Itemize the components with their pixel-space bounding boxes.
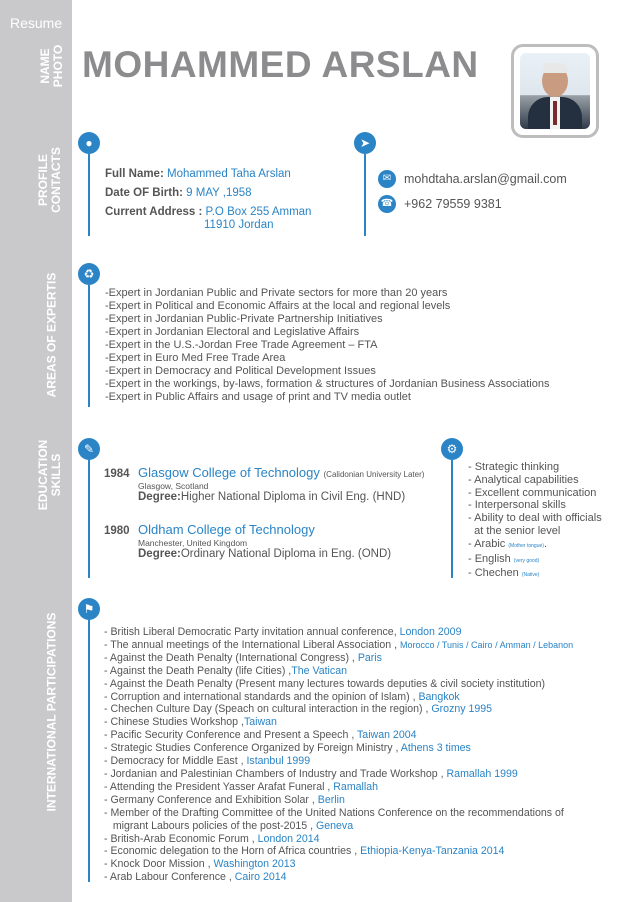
list-item: - Strategic thinking	[468, 461, 560, 473]
participation-item: - Against the Death Penalty (Present many lectures towards deputies & civil society institution)	[104, 677, 546, 690]
participation-item: - Chechen Culture Day (Speach on cultural interaction in the region) , Grozny 1995	[104, 703, 493, 716]
timeline-line	[364, 154, 366, 236]
skills-list	[468, 461, 602, 582]
phone-number[interactable]: +962 79559 9381	[404, 197, 502, 211]
address-row: Current Address : P.O Box 255 Amman	[105, 206, 312, 218]
edu-location: Glasgow, Scotland	[138, 481, 209, 491]
participation-place: Istanbul 1999	[246, 755, 311, 768]
language-item: - Chechen (Native)	[468, 567, 540, 580]
email-icon: ✉	[378, 170, 396, 188]
language-item: - English (very good)	[468, 552, 540, 565]
photo-frame	[511, 44, 599, 138]
timeline-line	[88, 620, 90, 882]
resume-tag: Resume	[10, 15, 63, 31]
list-item: -Expert in Public Affairs and usage of print and TV media outlet	[105, 391, 411, 403]
participation-item: - Strategic Studies Conference Organized by Foreign Ministry , Athens 3 times	[104, 742, 471, 755]
timeline-line	[88, 154, 90, 236]
participation-item: - British Liberal Democratic Party invitation annual conference, London 2009	[104, 626, 462, 638]
timeline-line	[88, 460, 90, 578]
list-item: - Excellent communication	[468, 486, 597, 499]
participation-item: - Knock Door Mission , Washington 2013	[104, 858, 296, 871]
full-name-value: Mohammed Taha Arslan	[167, 168, 291, 180]
participation-place: Grozny 1995	[431, 703, 493, 716]
participation-place: Morocco / Tunis / Cairo / Amman / Lebanon	[400, 639, 574, 650]
participation-place: Geneva	[316, 819, 354, 832]
participation-item: - Chinese Studies Workshop ,Taiwan	[104, 716, 277, 729]
profile-photo	[520, 53, 590, 129]
dob-value: 9 MAY ,1958	[186, 187, 252, 199]
participation-place: Ramallah 1999	[446, 767, 518, 780]
list-item: -Expert in the workings, by-laws, formation & structures of Jordanian Business Associations	[105, 378, 550, 390]
edu-degree: Degree:Ordinary National Diploma in Eng. (OND)	[138, 548, 392, 560]
participation-item: - Economic delegation to the Horn of Africa countries , Ethiopia-Kenya-Tanzania 2014	[104, 845, 505, 858]
pin-icon: ➤	[354, 132, 376, 154]
section-label-international: INTERNATIONAL PARTICIPATIONS	[44, 612, 59, 812]
participation-place: The Vatican	[291, 664, 347, 677]
participation-item: - Against the Death Penalty (International Congress) , Paris	[104, 651, 382, 664]
edu-school: Glasgow College of Technology (Calidonian University Later)	[138, 465, 425, 480]
participations-list	[104, 626, 573, 884]
section-label-areas: AREAS OF EXPERTIS	[44, 272, 59, 398]
edu-school: Oldham College of Technology	[138, 522, 315, 537]
flag-icon: ⚑	[78, 598, 100, 620]
participation-item: migrant Labours policies of the post-2015 , Geneva	[104, 819, 354, 832]
address-line2: 11910 Jordan	[204, 219, 274, 231]
list-item: -Expert in Democracy and Political Development Issues	[105, 365, 376, 377]
participation-place: Athens 3 times	[400, 742, 471, 755]
participation-place: Bangkok	[418, 690, 460, 703]
list-item: -Expert in Euro Med Free Trade Area	[105, 352, 286, 364]
sidebar	[0, 0, 72, 902]
participation-item: - Jordanian and Palestinian Chambers of Industry and Trade Workshop , Ramallah 1999	[104, 767, 518, 780]
participation-place: Taiwan 2004	[357, 729, 417, 742]
participation-place: London 2009	[399, 626, 462, 638]
participation-item: - Arab Labour Conference , Cairo 2014	[104, 871, 287, 884]
full-name-row: Full Name: Mohammed Taha Arslan	[105, 168, 291, 180]
participation-item: - British-Arab Economic Forum , London 2014	[104, 832, 320, 845]
section-label-profile-contacts: PROFILE CONTACTS	[36, 147, 63, 213]
participation-place: Ramallah	[333, 780, 379, 793]
phone-icon: ☎	[378, 195, 396, 213]
participation-place: Paris	[357, 651, 382, 664]
list-item: -Expert in the U.S.-Jordan Free Trade Agreement – FTA	[105, 339, 378, 351]
list-item: - Interpersonal skills	[468, 499, 566, 512]
section-label-education-skills: EDUCATION SKILLS	[36, 439, 63, 511]
list-item: -Expert in Jordanian Public-Private Partnership Initiatives	[105, 313, 383, 325]
list-item: - Analytical capabilities	[468, 473, 579, 486]
list-item: -Expert in Jordanian Electoral and Legislative Affairs	[105, 326, 360, 338]
timeline-line	[451, 460, 453, 578]
participation-place: Ethiopia-Kenya-Tanzania 2014	[360, 845, 505, 858]
participation-place: Cairo 2014	[234, 871, 287, 884]
edu-year: 1980	[104, 525, 130, 537]
expertise-list	[105, 287, 549, 404]
participation-place: Washington 2013	[213, 858, 296, 871]
participation-place: Taiwan	[243, 716, 277, 729]
gears-icon: ⚙	[441, 438, 463, 460]
participation-place: London 2014	[257, 832, 320, 845]
edu-year: 1984	[104, 468, 130, 480]
dob-row: Date OF Birth: 9 MAY ,1958	[105, 187, 252, 199]
language-item: - Arabic (Mother tongue).	[468, 537, 547, 550]
edu-degree: Degree:Higher National Diploma in Civil Eng. (HND)	[138, 491, 406, 503]
list-item: -Expert in Jordanian Public and Private sectors for more than 20 years	[105, 287, 448, 299]
participation-place: Berlin	[317, 793, 345, 806]
address-line1: P.O Box 255 Amman	[205, 206, 312, 218]
edu-location: Manchester, United Kingdom	[138, 538, 248, 548]
email-link[interactable]: mohdtaha.arslan@gmail.com	[404, 172, 567, 186]
participation-item: - Germany Conference and Exhibition Solar , Berlin	[104, 793, 345, 806]
participation-item: - Against the Death Penalty (life Cities) ,The Vatican	[104, 664, 347, 677]
recycle-icon: ♻	[78, 263, 100, 285]
participation-item: - The annual meetings of the International Liberal Association , Morocco / Tunis / Cairo / Amman / Lebanon	[104, 638, 574, 651]
list-item: at the senior level	[468, 524, 561, 537]
participation-item: - Member of the Drafting Committee of the United Nations Conference on the recommendations of	[104, 806, 564, 819]
participation-item: - Attending the President Yasser Arafat Funeral , Ramallah	[104, 780, 379, 793]
participation-item: - Corruption and international standards and the opinion of Islam) , Bangkok	[104, 690, 460, 703]
pencil-icon: ✎	[78, 438, 100, 460]
section-label-name-photo: NAME PHOTO	[38, 44, 65, 88]
list-item: - Ability to deal with officials	[468, 512, 602, 525]
participation-item: - Pacific Security Conference and Present a Speech , Taiwan 2004	[104, 729, 417, 742]
person-icon: ●	[78, 132, 100, 154]
participation-item: - Democracy for Middle East , Istanbul 1999	[104, 755, 311, 768]
person-name: MOHAMMED ARSLAN	[82, 44, 479, 85]
timeline-line	[88, 285, 90, 407]
list-item: -Expert in Political and Economic Affairs at the local and regional levels	[105, 300, 451, 312]
